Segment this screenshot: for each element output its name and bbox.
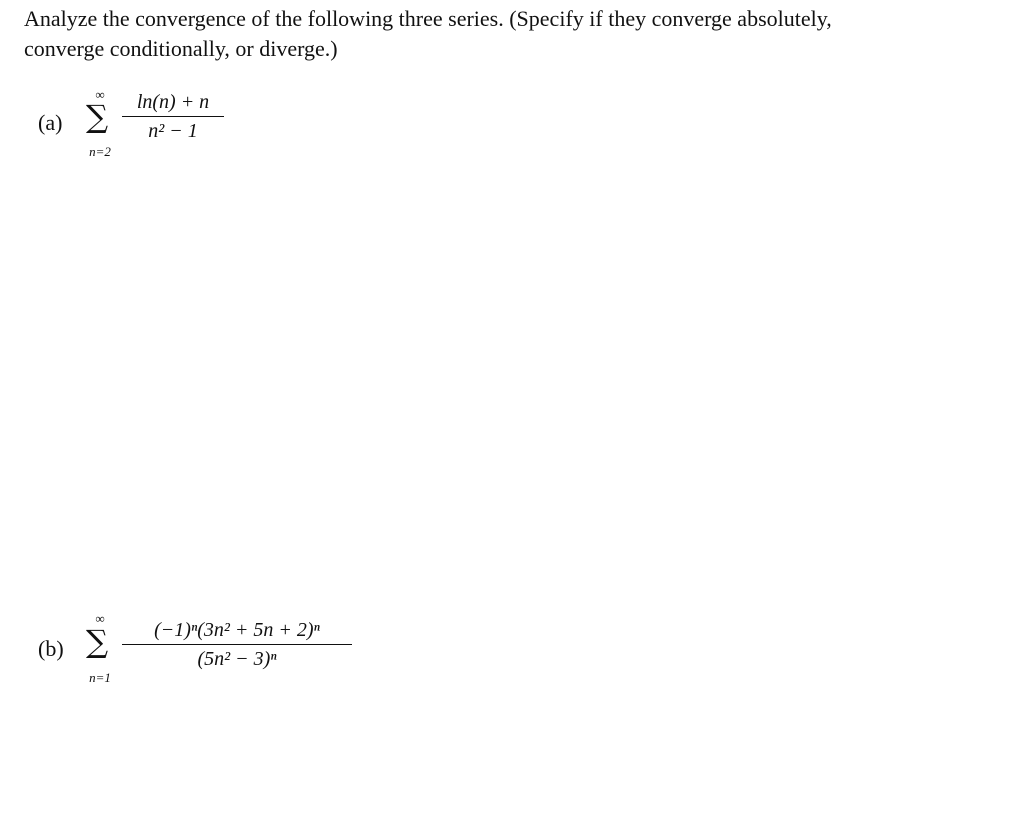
problem-b (0, 612, 1000, 702)
fraction-b (122, 618, 352, 671)
fraction-bar-a (122, 116, 224, 117)
sigma-icon: ∑ (86, 99, 109, 135)
sum-lower-limit-a: n=2 (89, 144, 111, 159)
problem-statement (24, 4, 1014, 64)
numerator-a: ln(n) + n (136, 91, 210, 113)
problem-a (0, 88, 1000, 178)
numerator-b: (−1)ⁿ(3n² + 5n + 2)ⁿ (154, 619, 320, 641)
part-label-a: (a) (38, 110, 63, 135)
fraction-bar-b (122, 644, 352, 645)
sum-upper-limit-a: ∞ (95, 87, 105, 102)
sum-lower-limit-b: n=1 (89, 670, 111, 685)
part-label-b: (b) (38, 636, 64, 661)
sum-upper-limit-b: ∞ (95, 611, 105, 626)
fraction-a (122, 90, 224, 143)
denominator-b: (5n² − 3)ⁿ (197, 648, 277, 670)
problem-statement-line-1: Analyze the convergence of the following three series. (Specify if they converge absolutely, (24, 6, 832, 31)
problem-statement-line-2: converge conditionally, or diverge.) (24, 36, 338, 61)
denominator-a: n² − 1 (148, 120, 198, 142)
sigma-icon: ∑ (86, 624, 109, 660)
